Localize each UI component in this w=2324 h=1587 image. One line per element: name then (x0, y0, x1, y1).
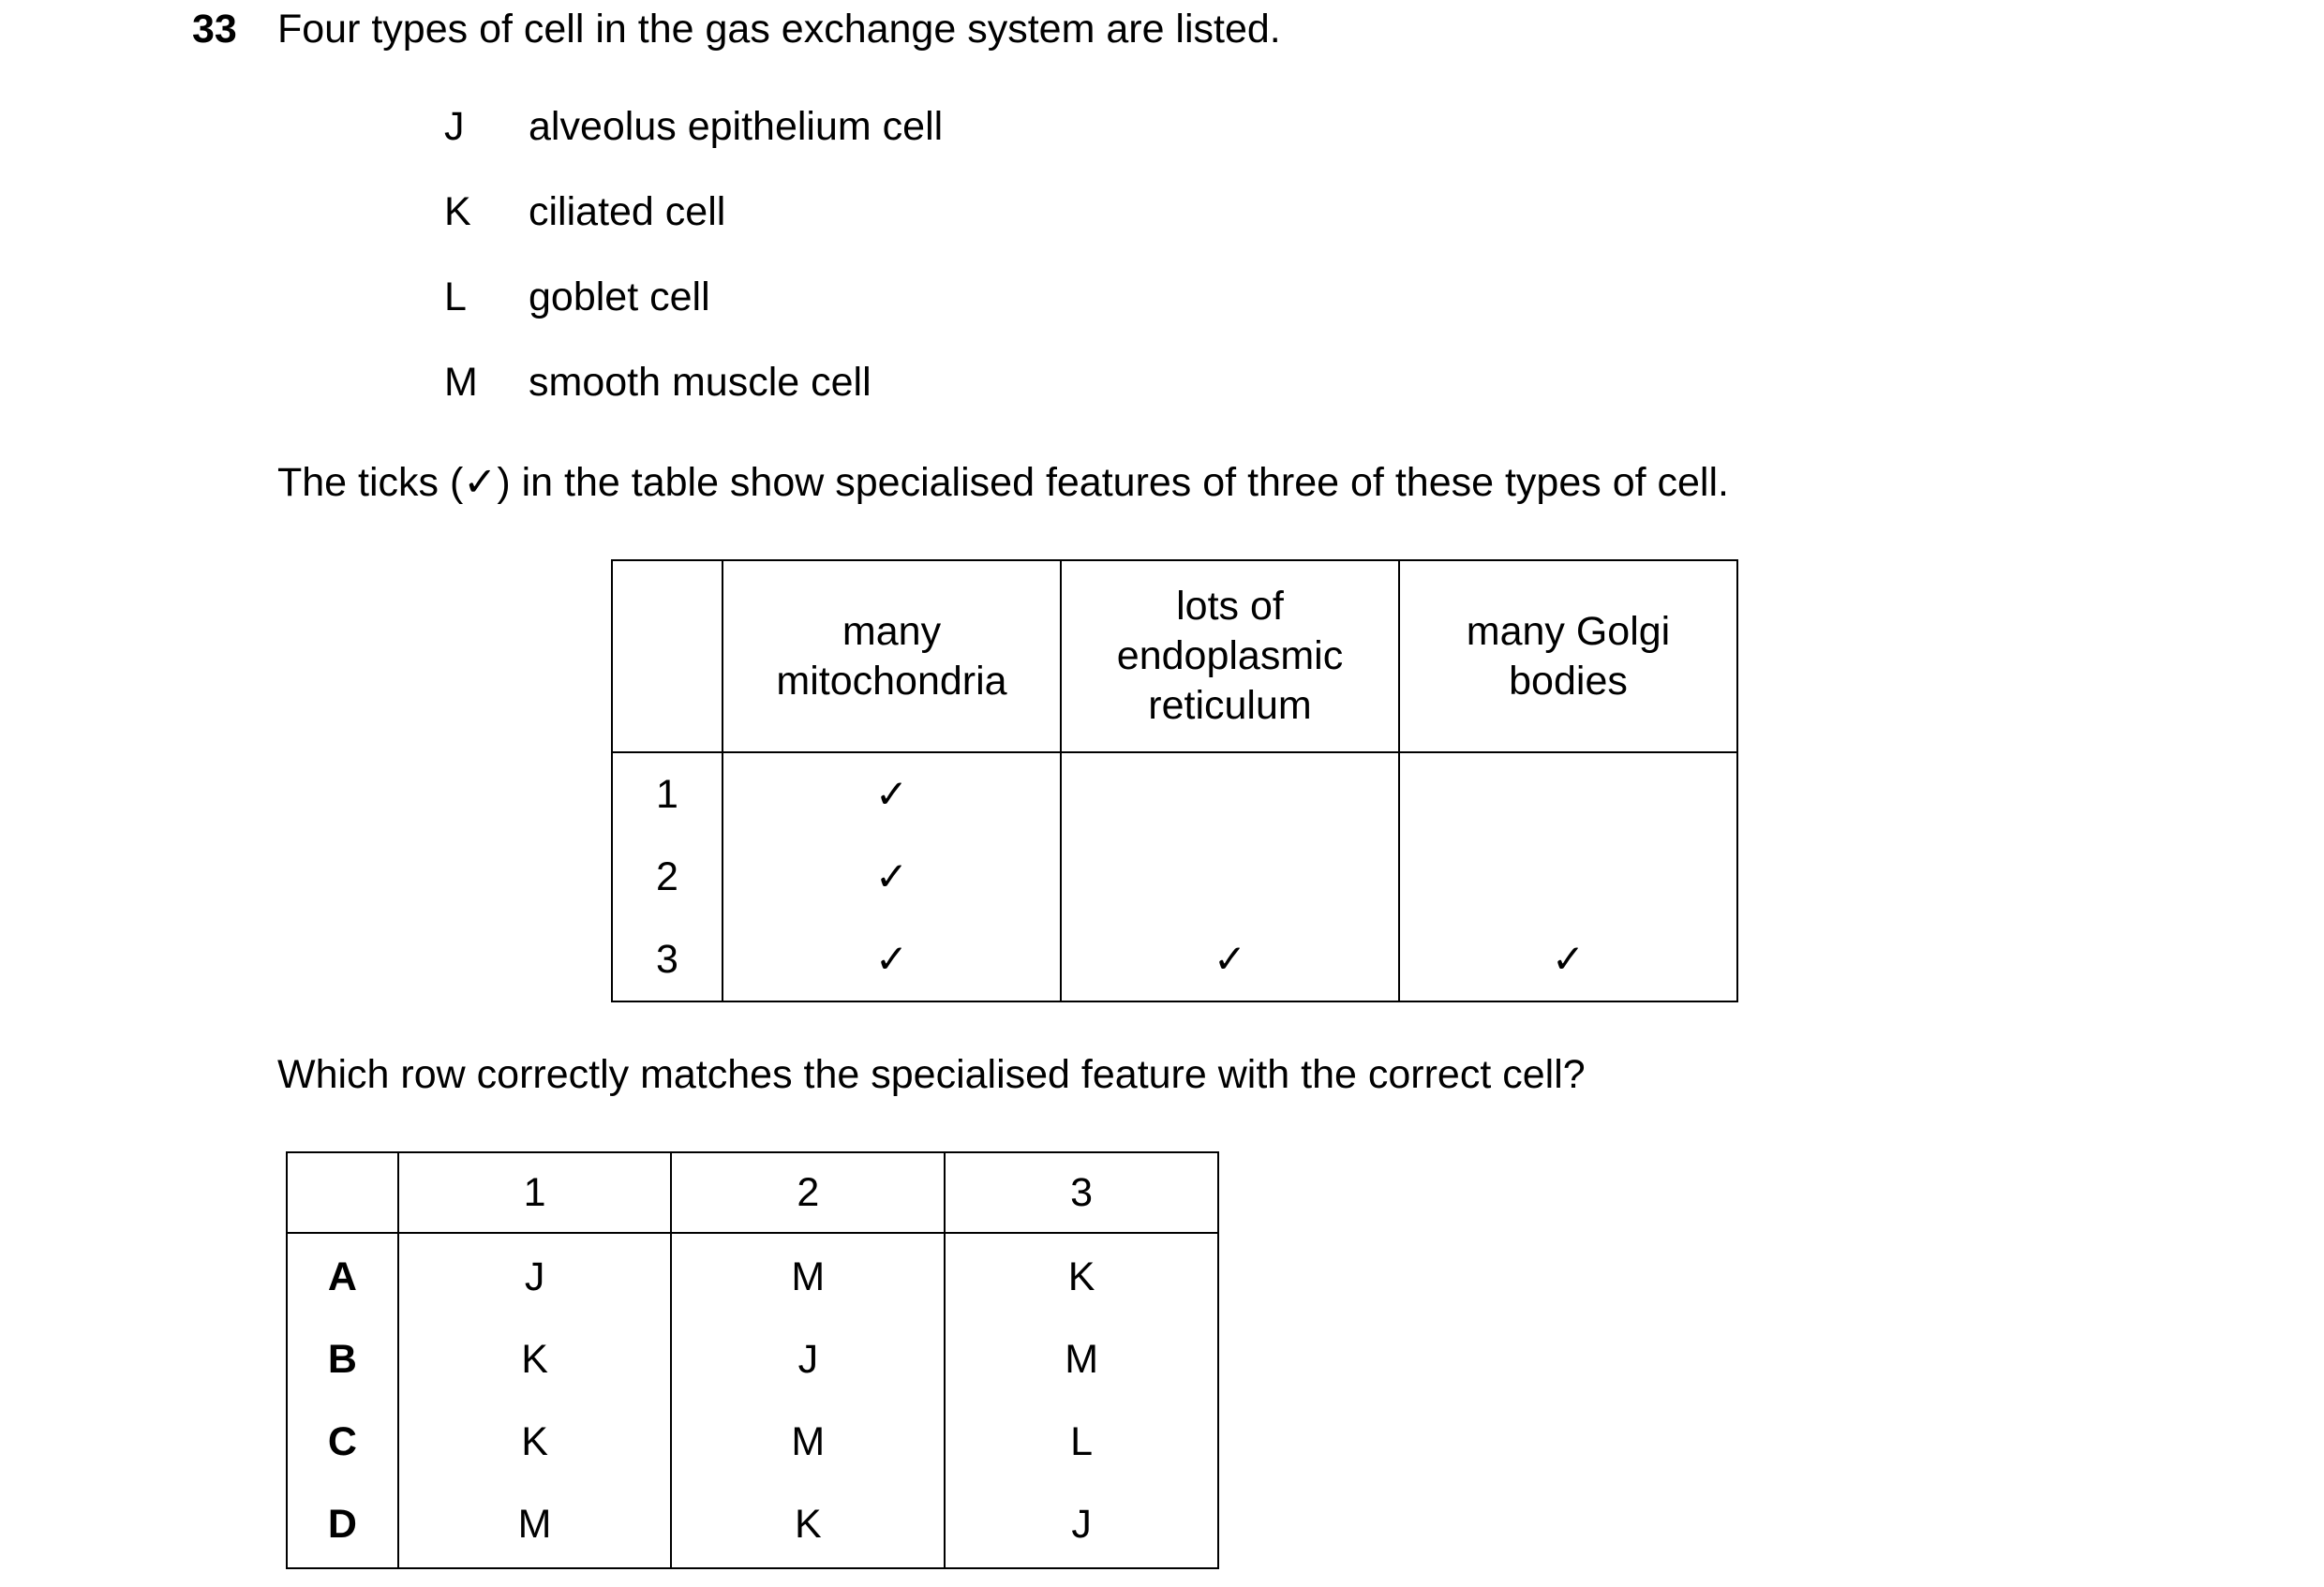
column-3 (945, 1233, 1218, 1568)
list-item (444, 274, 943, 359)
table-cell: M (791, 1254, 826, 1299)
header-endoplasmic-reticulum: lots of endoplasmic reticulum (1061, 560, 1399, 752)
table-header-row (287, 1152, 1218, 1233)
table-header-row (612, 560, 1737, 752)
option-letter[interactable]: B (327, 1337, 357, 1382)
which-sentence: Which row correctly matches the specialised feature with the correct cell? (277, 1052, 1586, 1097)
cell-name: ciliated cell (529, 189, 726, 234)
column-2 (671, 1233, 945, 1568)
cell-letter: L (444, 274, 467, 319)
table-cell: J (1071, 1502, 1092, 1547)
tick-mark: ✓ (874, 936, 909, 982)
er-column (1061, 752, 1399, 1001)
table-cell: K (521, 1419, 548, 1464)
table-cell: K (521, 1337, 548, 1382)
list-item (444, 103, 943, 188)
header-3: 3 (945, 1152, 1218, 1233)
cell-letter: K (444, 189, 471, 234)
row-label: 3 (656, 937, 678, 982)
table-cell: J (524, 1254, 545, 1299)
row-labels (612, 752, 723, 1001)
tick-mark (1400, 836, 1736, 918)
tick-mark (1062, 753, 1398, 836)
table-cell: M (1065, 1337, 1099, 1382)
golgi-column (1399, 752, 1737, 1001)
column-1 (398, 1233, 672, 1568)
corner-cell (287, 1152, 398, 1233)
table-cell: M (517, 1502, 552, 1547)
tick-mark (1400, 753, 1736, 836)
answer-table (286, 1151, 1219, 1569)
option-letter[interactable]: C (327, 1419, 357, 1464)
feature-table (611, 559, 1738, 1002)
cell-letter: J (444, 104, 465, 149)
tick-mark: ✓ (874, 853, 909, 899)
table-cell: J (797, 1337, 819, 1382)
header-many-mitochondria: many mitochondria (723, 560, 1061, 752)
list-item (444, 188, 943, 274)
cell-letter: M (444, 360, 478, 405)
ticks-sentence: The ticks (✓) in the table show specialised features of three of these types of cell. (277, 460, 1729, 505)
option-letter[interactable]: A (327, 1254, 357, 1299)
list-item (444, 359, 943, 444)
corner-cell (612, 560, 723, 752)
option-letters (287, 1233, 398, 1568)
tick-mark: ✓ (1551, 936, 1586, 982)
row-label: 2 (656, 854, 678, 899)
table-cell: K (1067, 1254, 1095, 1299)
header-golgi-bodies: many Golgi bodies (1399, 560, 1737, 752)
tick-mark: ✓ (1213, 936, 1247, 982)
cell-name: smooth muscle cell (529, 360, 872, 405)
table-cell: K (794, 1502, 822, 1547)
question-stem: Four types of cell in the gas exchange system are listed. (277, 7, 1281, 52)
cell-name: goblet cell (529, 274, 710, 319)
tick-mark (1062, 836, 1398, 918)
cell-type-list (444, 103, 943, 444)
option-letter[interactable]: D (327, 1502, 357, 1547)
table-cell: M (791, 1419, 826, 1464)
table-body-row (287, 1233, 1218, 1568)
cell-name: alveolus epithelium cell (529, 104, 944, 149)
tick-mark: ✓ (874, 771, 909, 817)
question-number: 33 (192, 7, 237, 52)
mitochondria-column (723, 752, 1061, 1001)
header-1: 1 (398, 1152, 672, 1233)
header-2: 2 (671, 1152, 945, 1233)
row-label: 1 (656, 772, 678, 817)
table-cell: L (1070, 1419, 1094, 1464)
table-body-row (612, 752, 1737, 1001)
